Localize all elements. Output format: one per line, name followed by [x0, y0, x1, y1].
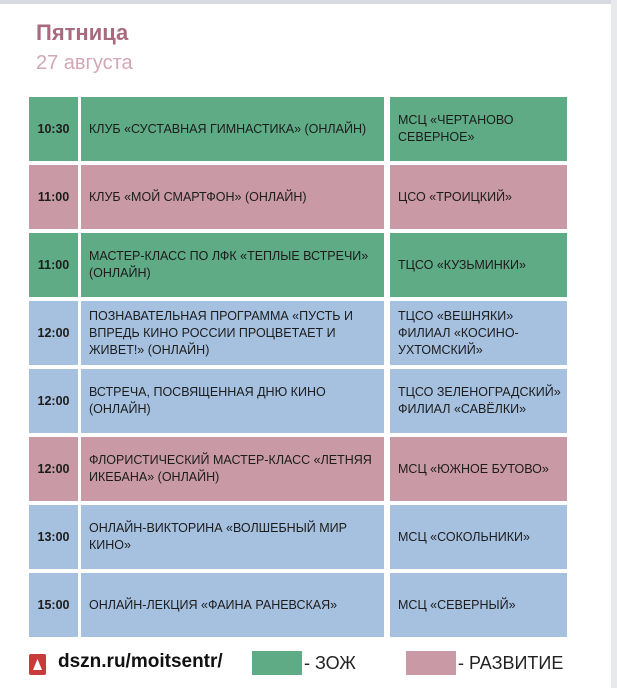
event-venue: ТЦСО ЗЕЛЕНОГРАДСКИЙ» ФИЛИАЛ «САВЁЛКИ» — [390, 369, 567, 433]
schedule-row — [29, 97, 569, 161]
event-time: 11:00 — [29, 165, 78, 229]
right-edge — [611, 0, 617, 688]
event-title: ОНЛАЙН-ВИКТОРИНА «ВОЛШЕБНЫЙ МИР КИНО» — [81, 505, 384, 569]
legend-label-zozh: - ЗОЖ — [304, 653, 356, 673]
page-date: 27 августа — [36, 52, 133, 74]
event-venue: ТЦСО «ВЕШНЯКИ» ФИЛИАЛ «КОСИНО-УХТОМСКИЙ» — [390, 301, 567, 365]
event-time: 15:00 — [29, 573, 78, 637]
event-title: ВСТРЕЧА, ПОСВЯЩЕННАЯ ДНЮ КИНО (ОНЛАЙН) — [81, 369, 384, 433]
page-title: Пятница — [36, 20, 129, 45]
event-venue: МСЦ «СОКОЛЬНИКИ» — [390, 505, 567, 569]
schedule-row — [29, 437, 569, 501]
event-time: 13:00 — [29, 505, 78, 569]
event-title: МАСТЕР-КЛАСС ПО ЛФК «ТЕПЛЫЕ ВСТРЕЧИ» (ОНЛАЙН) — [81, 233, 384, 297]
schedule-row — [29, 369, 569, 433]
website-link[interactable]: dszn.ru/moitsentr/ — [58, 651, 223, 672]
schedule-row — [29, 301, 569, 365]
event-time: 12:00 — [29, 369, 78, 433]
event-venue: ЦСО «ТРОИЦКИЙ» — [390, 165, 567, 229]
event-title: КЛУБ «МОЙ СМАРТФОН» (ОНЛАЙН) — [81, 165, 384, 229]
schedule-row — [29, 165, 569, 229]
footer — [0, 646, 617, 680]
schedule-row — [29, 233, 569, 297]
schedule-row — [29, 573, 569, 637]
event-venue: МСЦ «ЮЖНОЕ БУТОВО» — [390, 437, 567, 501]
schedule-table — [29, 97, 569, 641]
top-edge — [0, 0, 617, 4]
moscow-coat-of-arms-icon — [29, 654, 46, 675]
event-time: 10:30 — [29, 97, 78, 161]
legend-label-razvitie: - РАЗВИТИЕ — [458, 653, 564, 673]
event-time: 12:00 — [29, 301, 78, 365]
event-time: 12:00 — [29, 437, 78, 501]
event-venue: ТЦСО «КУЗЬМИНКИ» — [390, 233, 567, 297]
event-title: ФЛОРИСТИЧЕСКИЙ МАСТЕР-КЛАСС «ЛЕТНЯЯ ИКЕБАНА» (ОНЛАЙН) — [81, 437, 384, 501]
event-title: ОНЛАЙН-ЛЕКЦИЯ «ФАИНА РАНЕВСКАЯ» — [81, 573, 384, 637]
event-title: ПОЗНАВАТЕЛЬНАЯ ПРОГРАММА «ПУСТЬ И ВПРЕДЬ КИНО РОССИИ ПРОЦВЕТАЕТ И ЖИВЕТ!» (ОНЛАЙН) — [81, 301, 384, 365]
schedule-row — [29, 505, 569, 569]
event-time: 11:00 — [29, 233, 78, 297]
legend-swatch-razvitie — [406, 651, 456, 675]
event-venue: МСЦ «СЕВЕРНЫЙ» — [390, 573, 567, 637]
event-title: КЛУБ «СУСТАВНАЯ ГИМНАСТИКА» (ОНЛАЙН) — [81, 97, 384, 161]
legend-swatch-zozh — [252, 651, 302, 675]
event-venue: МСЦ «ЧЕРТАНОВО СЕВЕРНОЕ» — [390, 97, 567, 161]
